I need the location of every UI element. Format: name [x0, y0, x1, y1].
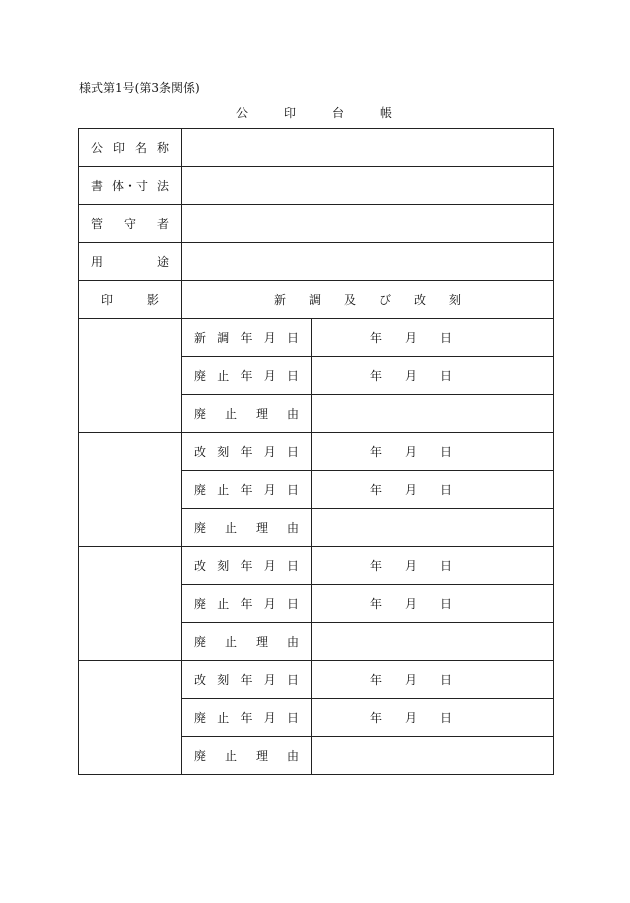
- date-field[interactable]: [312, 319, 554, 357]
- label-char: 日: [286, 711, 299, 725]
- label-char: 年: [240, 559, 253, 573]
- date-field[interactable]: [312, 357, 554, 395]
- label-char: 月: [263, 597, 276, 611]
- label-char: 廃: [194, 635, 207, 649]
- reason-field[interactable]: [312, 509, 554, 547]
- day-char: 日: [439, 559, 452, 573]
- label-char: 由: [286, 407, 299, 421]
- date-field[interactable]: [312, 547, 554, 585]
- label-char: 年: [240, 445, 253, 459]
- month-char: 月: [404, 559, 417, 573]
- record-label-cell: [182, 433, 312, 471]
- label-char: 印: [112, 141, 125, 155]
- label-char: 止: [217, 483, 230, 497]
- date-placeholder: [370, 709, 452, 726]
- day-char: 日: [439, 483, 452, 497]
- field-label-cell: [79, 243, 182, 281]
- label-char: 月: [263, 673, 276, 687]
- field-label-seal-name: [79, 139, 181, 156]
- field-row-typeface-size: [79, 167, 554, 205]
- reason-field[interactable]: [312, 395, 554, 433]
- label-char: 廃: [194, 597, 207, 611]
- label-char: 法: [156, 179, 169, 193]
- record-label-cell: [182, 395, 312, 433]
- year-char: 年: [370, 369, 383, 383]
- record-label-cell: [182, 699, 312, 737]
- new-date-label: [182, 329, 311, 346]
- label-char: 年: [240, 369, 253, 383]
- label-char: 止: [224, 749, 237, 763]
- day-char: 日: [439, 331, 452, 345]
- header-char: 新: [274, 293, 287, 307]
- month-char: 月: [404, 673, 417, 687]
- label-char: 改: [194, 445, 207, 459]
- title-char: 印: [283, 106, 296, 120]
- record-label-cell: [182, 357, 312, 395]
- abolish-reason-label: [182, 519, 311, 536]
- label-char: 理: [255, 521, 268, 535]
- label-char: 改: [194, 673, 207, 687]
- header-char: び: [378, 293, 391, 307]
- label-char: 改: [194, 559, 207, 573]
- field-label-custodian: [79, 215, 181, 232]
- reason-field[interactable]: [312, 737, 554, 775]
- label-char: 廃: [194, 407, 207, 421]
- abolish-date-label: [182, 367, 311, 384]
- label-char: 止: [217, 369, 230, 383]
- header-char: 改: [413, 293, 426, 307]
- label-char: 名: [134, 141, 147, 155]
- label-char: 日: [286, 331, 299, 345]
- date-field[interactable]: [312, 661, 554, 699]
- date-field[interactable]: [312, 471, 554, 509]
- label-char: 日: [286, 483, 299, 497]
- record-label-cell: [182, 319, 312, 357]
- reason-field[interactable]: [312, 623, 554, 661]
- year-char: 年: [370, 483, 383, 497]
- date-field[interactable]: [312, 699, 554, 737]
- abolish-date-label: [182, 709, 311, 726]
- label-char: 年: [240, 711, 253, 725]
- field-label-purpose: [79, 253, 181, 270]
- record-row: [79, 319, 554, 357]
- label-char: 廃: [194, 749, 207, 763]
- abolish-reason-label: [182, 405, 311, 422]
- label-char: 年: [240, 673, 253, 687]
- label-char: 年: [240, 483, 253, 497]
- label-char: 月: [263, 483, 276, 497]
- seal-impression-cell[interactable]: [79, 547, 182, 661]
- label-char: 理: [255, 407, 268, 421]
- year-char: 年: [370, 711, 383, 725]
- record-label-cell: [182, 661, 312, 699]
- label-char: 日: [286, 597, 299, 611]
- label-char: 止: [217, 711, 230, 725]
- title-char: 帳: [379, 106, 392, 120]
- recarve-date-label: [182, 671, 311, 688]
- label-char: 月: [263, 711, 276, 725]
- recarve-date-label: [182, 557, 311, 574]
- record-row: [79, 433, 554, 471]
- date-placeholder: [370, 671, 452, 688]
- day-char: 日: [439, 445, 452, 459]
- field-label-cell: [79, 167, 182, 205]
- header-char: 刻: [448, 293, 461, 307]
- label-char: 止: [217, 597, 230, 611]
- label-char: 由: [286, 635, 299, 649]
- date-placeholder: [370, 329, 452, 346]
- label-char: 日: [286, 369, 299, 383]
- day-char: 日: [439, 597, 452, 611]
- typeface-size-field[interactable]: [182, 167, 554, 205]
- label-char: 刻: [217, 673, 230, 687]
- day-char: 日: [439, 673, 452, 687]
- month-char: 月: [404, 369, 417, 383]
- year-char: 年: [370, 597, 383, 611]
- seal-impression-cell[interactable]: [79, 433, 182, 547]
- year-char: 年: [370, 559, 383, 573]
- label-char: 由: [286, 521, 299, 535]
- label-char: 書: [91, 179, 104, 193]
- date-field[interactable]: [312, 433, 554, 471]
- label-char: 用: [91, 255, 104, 269]
- history-header: [182, 291, 553, 308]
- label-char: 年: [240, 331, 253, 345]
- abolish-reason-label: [182, 633, 311, 650]
- day-char: 日: [439, 711, 452, 725]
- label-char: 止: [224, 407, 237, 421]
- history-header-row: [79, 281, 554, 319]
- label-char: 止: [224, 521, 237, 535]
- label-char: 理: [255, 635, 268, 649]
- label-char: 月: [263, 331, 276, 345]
- date-placeholder: [370, 595, 452, 612]
- record-label-cell: [182, 509, 312, 547]
- label-char: 月: [263, 445, 276, 459]
- field-row-seal-name: [79, 129, 554, 167]
- month-char: 月: [404, 597, 417, 611]
- field-label-cell: [79, 129, 182, 167]
- label-char: 公: [91, 141, 104, 155]
- month-char: 月: [404, 483, 417, 497]
- label-char: 廃: [194, 711, 207, 725]
- impression-header-cell: [79, 281, 182, 319]
- label-char: 守: [123, 217, 136, 231]
- label-char: 由: [286, 749, 299, 763]
- header-char: 印: [101, 293, 114, 307]
- date-placeholder: [370, 481, 452, 498]
- label-char: 称: [156, 141, 169, 155]
- year-char: 年: [370, 331, 383, 345]
- label-char: 体・寸: [111, 179, 148, 193]
- label-char: 調: [217, 331, 230, 345]
- document-title: [236, 106, 392, 120]
- field-label-typeface-size: [79, 177, 181, 194]
- month-char: 月: [404, 711, 417, 725]
- date-placeholder: [370, 367, 452, 384]
- record-label-cell: [182, 547, 312, 585]
- label-char: 廃: [194, 483, 207, 497]
- record-label-cell: [182, 737, 312, 775]
- year-char: 年: [370, 673, 383, 687]
- month-char: 月: [404, 445, 417, 459]
- label-char: 理: [255, 749, 268, 763]
- abolish-date-label: [182, 595, 311, 612]
- impression-header: [79, 291, 181, 308]
- custodian-field[interactable]: [182, 205, 554, 243]
- label-char: 刻: [217, 445, 230, 459]
- label-char: 月: [263, 369, 276, 383]
- label-char: 途: [156, 255, 169, 269]
- record-row: [79, 661, 554, 699]
- label-char: 日: [286, 445, 299, 459]
- label-char: 廃: [194, 521, 207, 535]
- record-label-cell: [182, 585, 312, 623]
- label-char: 日: [286, 673, 299, 687]
- title-char: 公: [236, 106, 249, 120]
- field-row-custodian: [79, 205, 554, 243]
- day-char: 日: [439, 369, 452, 383]
- header-char: 及: [343, 293, 356, 307]
- record-label-cell: [182, 471, 312, 509]
- abolish-date-label: [182, 481, 311, 498]
- date-field[interactable]: [312, 585, 554, 623]
- header-char: 調: [308, 293, 321, 307]
- date-placeholder: [370, 557, 452, 574]
- record-row: [79, 547, 554, 585]
- purpose-field[interactable]: [182, 243, 554, 281]
- month-char: 月: [404, 331, 417, 345]
- field-row-purpose: [79, 243, 554, 281]
- label-char: 者: [156, 217, 169, 231]
- label-char: 止: [224, 635, 237, 649]
- seal-impression-cell[interactable]: [79, 319, 182, 433]
- seal-name-field[interactable]: [182, 129, 554, 167]
- label-char: 廃: [194, 369, 207, 383]
- year-char: 年: [370, 445, 383, 459]
- seal-ledger-table: [78, 128, 554, 775]
- recarve-date-label: [182, 443, 311, 460]
- date-placeholder: [370, 443, 452, 460]
- seal-impression-cell[interactable]: [79, 661, 182, 775]
- form-number: 様式第1号(第3条関係): [79, 81, 200, 95]
- record-label-cell: [182, 623, 312, 661]
- label-char: 新: [194, 331, 207, 345]
- field-label-cell: [79, 205, 182, 243]
- label-char: 月: [263, 559, 276, 573]
- history-header-cell: [182, 281, 554, 319]
- label-char: 管: [91, 217, 104, 231]
- label-char: 刻: [217, 559, 230, 573]
- label-char: 年: [240, 597, 253, 611]
- title-char: 台: [331, 106, 344, 120]
- label-char: 日: [286, 559, 299, 573]
- abolish-reason-label: [182, 747, 311, 764]
- header-char: 影: [146, 293, 159, 307]
